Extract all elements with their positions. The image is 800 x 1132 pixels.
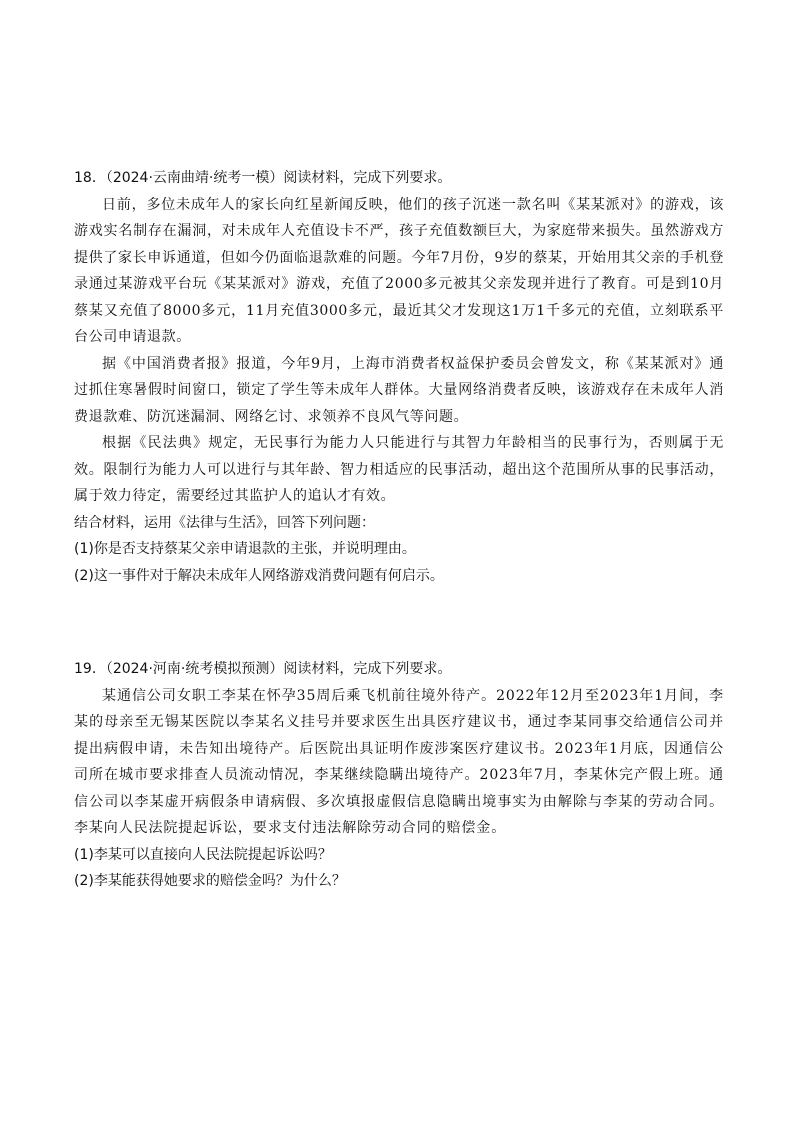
sub-question: (1)李某可以直接向人民法院提起诉讼吗？ xyxy=(74,846,332,863)
sub-question: (2)李某能获得她要求的赔偿金吗？为什么？ xyxy=(74,873,346,889)
question-prompt: 结合材料，运用《法律与生活》，回答下列问题： xyxy=(74,514,375,531)
question-18 xyxy=(74,165,724,589)
material-paragraph: 据《中国消费者报》报道，今年9月，上海市消费者权益保护委员会曾发文，称《某某派对》通过抓住寒暑假时间窗口，锁定了学生等未成年人群体。大量网络消费者反映，该游戏存在未成年人消费退款难、防沉迷漏洞、网络乞讨、求领养不良风气等问题。 xyxy=(74,355,724,425)
question-heading: 18．（2024·云南曲靖·统考一模）阅读材料，完成下列要求。 xyxy=(74,170,452,186)
sub-question: (2)这一事件对于解决未成年人网络游戏消费问题有何启示。 xyxy=(74,567,444,584)
material-paragraph: 某通信公司女职工李某在怀孕35周后乘飞机前往境外待产。2022年12月至2023年1月间，李某的母亲至无锡某医院以李某名义挂号并要求医生出具医疗建议书，通过李某同事交给通信公司并提出病假申请，未告知出境待产。后医院出具证明作废涉案医疗建议书。2023年1月底，因通信公司所在城市要求排查人员流动情况，李某继续隐瞒出境待产。2023年7月，李某休完产假上班。通信公司以李某虚开病假条申请病假、多次填报虚假信息隐瞒出境事实为由解除与李某的劳动合同。李某向人民法院提起诉讼，要求支付违法解除劳动合同的赔偿金。 xyxy=(74,687,724,836)
question-heading: 19．（2024·河南·统考模拟预测）阅读材料，完成下列要求。 xyxy=(74,661,452,677)
material-paragraph: 根据《民法典》规定，无民事行为能力人只能进行与其智力年龄相当的民事行为，否则属于无效。限制行为能力人可以进行与其年龄、智力相适应的民事活动，超出这个范围所从事的民事活动，属于效力待定，需要经过其监护人的追认才有效。 xyxy=(74,435,724,504)
question-19 xyxy=(74,656,724,895)
material-paragraph: 日前，多位未成年人的家长向红星新闻反映，他们的孩子沉迷一款名叫《某某派对》的游戏，该游戏实名制存在漏洞，对未成年人充值设卡不严，孩子充值数额巨大，为家庭带来损失。虽然游戏方提供了家长申诉通道，但如今仍面临退款难的问题。今年7月份，9岁的蔡某，开始用其父亲的手机登录通过某游戏平台玩《某某派对》游戏，充值了2000多元被其父亲发现并进行了教育。可是到10月蔡某又充值了8000多元，11月充值3000多元，最近其父才发现这1万1千多元的充值，立刻联系平台公司申请退款。 xyxy=(74,196,724,345)
sub-question: (1)你是否支持蔡某父亲申请退款的主张，并说明理由。 xyxy=(74,541,416,557)
